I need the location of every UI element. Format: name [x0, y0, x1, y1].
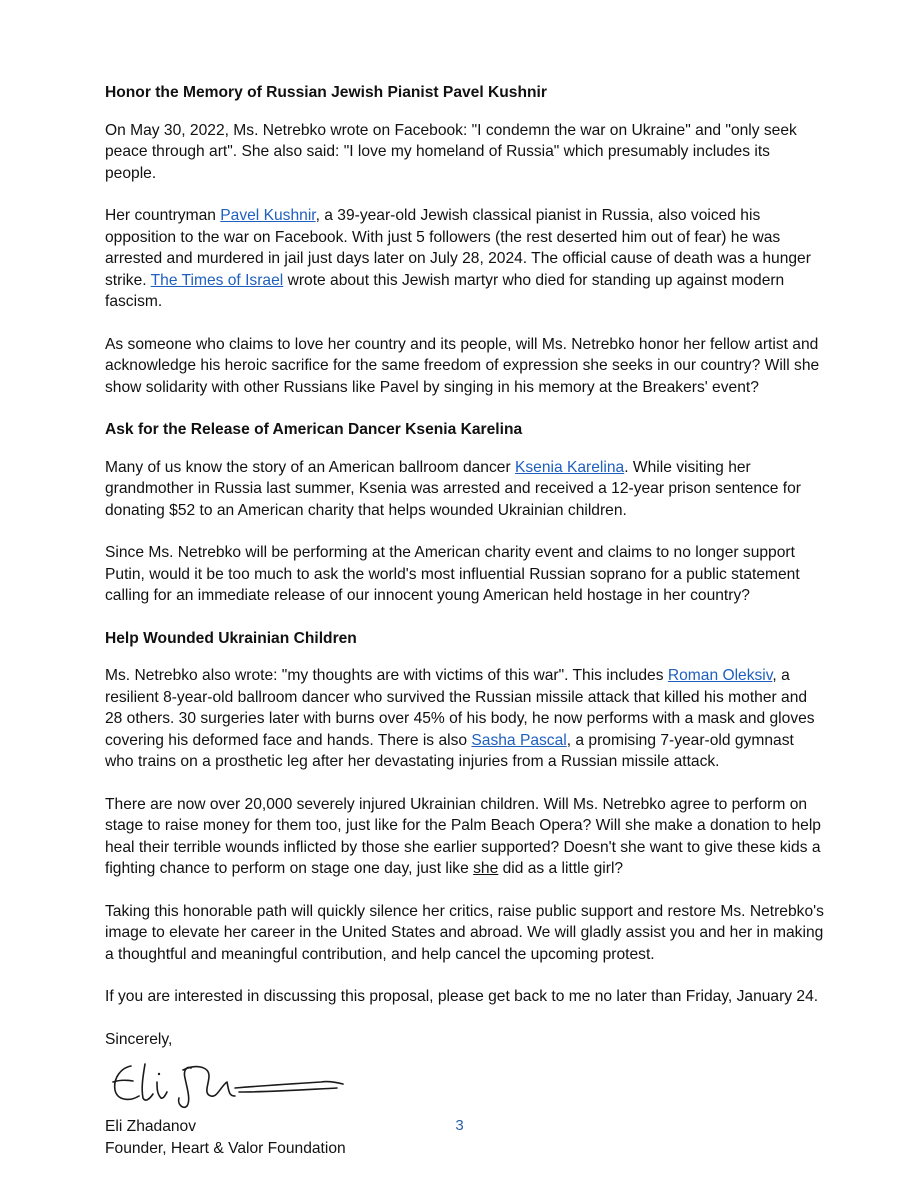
paragraph-release-request: Since Ms. Netrebko will be performing at the American charity event and claims to no longer support Putin, would it be too much to ask the world's most influential Russian soprano for a public statement calling for an immediate release of our innocent young American held hostage in her country?	[105, 544, 800, 604]
paragraph-ksenia-story: Many of us know the story of an American ballroom dancer Ksenia Karelina. While visiting her grandmother in Russia last summer, Ksenia was arrested and received a 12-year prison sentence for donating $52 to an American charity that helps wounded Ukrainian children.	[105, 458, 802, 519]
paragraph-victims: Ms. Netrebko also wrote: "my thoughts are with victims of this war". This includes Roman Oleksiv, a resilient 8-year-old ballroom dancer who survived the Russian missile attack that killed his mother and 28 others. 30 surgeries later with burns over 45% of his body, he now performs with a mask and gloves covering his deformed face and hands. There is also Sasha Pascal, a promising 7-year-old gymnast who trains on a prosthetic leg after her devastating injuries from a Russian missile attack.	[105, 667, 815, 770]
signer-name: Eli Zhadanov	[105, 1118, 197, 1135]
link-pavel-kushnir[interactable]: Pavel Kushnir	[220, 207, 316, 224]
section-heading-pavel-kushnir: Honor the Memory of Russian Jewish Pianist Pavel Kushnir	[105, 84, 547, 101]
paragraph-honor-artist: As someone who claims to love her country and its people, will Ms. Netrebko honor her fellow artist and acknowledge his heroic sacrifice for the same freedom of expression she seeks in our country? Will she show solidarity with other Russians like Pavel by singing in his memory at the Breakers' event?	[105, 335, 820, 396]
paragraph-honorable-path: Taking this honorable path will quickly silence her critics, raise public support and restore Ms. Netrebko's image to elevate her career in the United States and abroad. We will gladly assist you and her in making a thoughtful and meaningful contribution, and help cancel the upcoming protest.	[105, 902, 824, 963]
section-heading-ksenia-karelina: Ask for the Release of American Dancer Ksenia Karelina	[105, 421, 523, 438]
link-roman-oleksiv[interactable]: Roman Oleksiv	[667, 667, 773, 684]
underlined-she: she	[473, 860, 499, 877]
closing-salutation: Sincerely,	[105, 1030, 173, 1048]
section-heading-ukrainian-children: Help Wounded Ukrainian Children	[105, 629, 357, 647]
page-number: 3	[455, 1117, 464, 1134]
link-times-of-israel[interactable]: The Times of Israel	[150, 271, 284, 289]
paragraph-deadline: If you are interested in discussing this proposal, please get back to me no later than Friday, January 24.	[105, 988, 819, 1005]
paragraph-pavel-kushnir: Her countryman Pavel Kushnir, a 39-year-old Jewish classical pianist in Russia, also voiced his opposition to the war on Facebook. With just 5 followers (the rest deserted him out of fear) he was arrested and murdered in jail just days later on July 28, 2024. The official cause of death was a hunger strike. The Times of Israel wrote about this Jewish martyr who died for standing up against modern fascism.	[105, 207, 811, 310]
paragraph-injured-children: There are now over 20,000 severely injured Ukrainian children. Will Ms. Netrebko agree to perform on stage to raise money for them too, just like for the Palm Beach Opera? Will she make a donation to help heal their terrible wounds inflicted by those she earlier supported? Doesn't she want to give these kids a fighting chance to perform on stage one day, just like she did as a little girl?	[105, 795, 821, 877]
link-ksenia-karelina[interactable]: Ksenia Karelina	[514, 458, 625, 476]
signer-title: Founder, Heart & Valor Foundation	[105, 1139, 346, 1157]
letter-body	[105, 82, 825, 1159]
handwritten-signature	[99, 1052, 359, 1112]
paragraph-netrebko-facebook: On May 30, 2022, Ms. Netrebko wrote on Facebook: "I condemn the war on Ukraine" and "only seek peace through art". She also said: "I love my homeland of Russia" which presumably includes its people.	[105, 121, 797, 182]
signature-block	[105, 1029, 825, 1160]
link-sasha-pascal[interactable]: Sasha Pascal	[471, 731, 567, 749]
